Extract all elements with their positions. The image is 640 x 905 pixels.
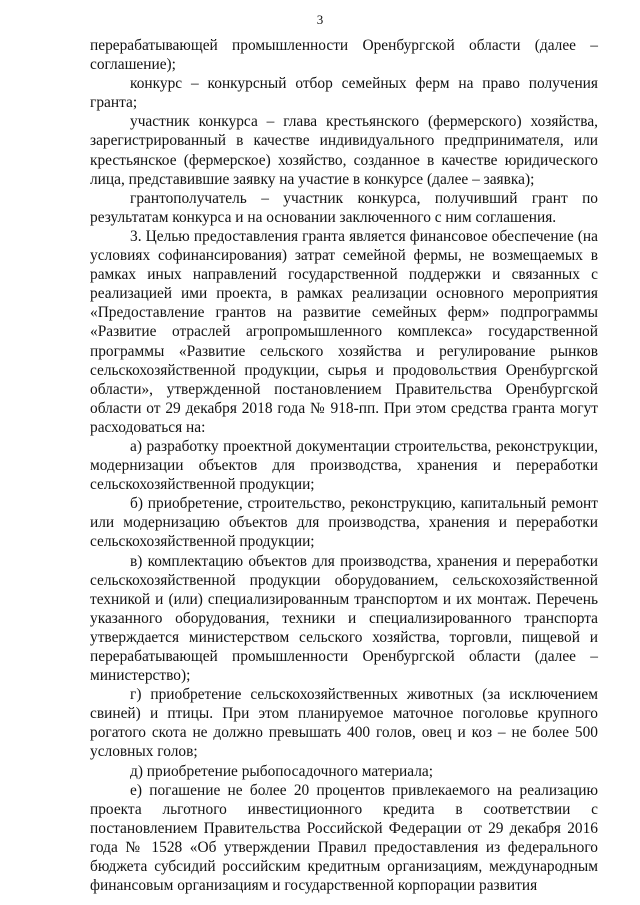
paragraph-section-3: 3. Целью предоставления гранта является финансовое обеспечение (на условиях софинансирования) затрат семейной фермы, не возмещаемых в рамках иных направлений государственной поддержки и связанных с реализацией ими проекта, в рамках реализации основного мероприятия «Предоставление грантов на развитие семейных ферм» подпрограммы «Развитие отраслей агропромышленного комплекса» государственной программы «Развитие сельского хозяйства и регулирование рынков сельскохозяйственной продукции, сырья и продовольствия Оренбургской области», утвержденной постановлением Правительства Оренбургской области от 29 декабря 2018 года № 918-пп. При этом средства гранта могут расходоваться на: — [90, 227, 598, 436]
list-item-b: б) приобретение, строительство, реконструкцию, капитальный ремонт или модернизацию объектов для производства, хранения и переработки сельскохозяйственной продукции; — [90, 495, 598, 551]
paragraph-grantee-definition: грантополучатель – участник конкурса, получивший грант по результатам конкурса и на основании заключенного с ним соглашения. — [90, 189, 598, 226]
list-item-g: г) приобретение сельскохозяйственных животных (за исключением свиней) и птицы. При этом планируемое маточное поголовье крупного рогатого скота не должно превышать 400 голов, овец и коз – не более 500 условных голов; — [90, 686, 598, 761]
list-item-v: в) комплектацию объектов для производства, хранения и переработки сельскохозяйственной продукции оборудованием, сельскохозяйственной техникой и (или) специализированным транспортом и их монтаж. Перечень указанного оборудования, техники и специализированного транспорта утверждается министерством сельского хозяйства, торговли, пищевой и перерабатывающей промышленности Оренбургской области (далее – министерство); — [90, 552, 598, 685]
list-item-a: а) разработку проектной документации строительства, реконструкции, модернизации объектов для производства, хранения и переработки сельскохозяйственной продукции; — [90, 437, 598, 494]
list-item-e: е) погашение не более 20 процентов привлекаемого на реализацию проекта льготного инвестиционного кредита в соответствии с постановлением Правительства Российской Федерации от 29 декабря 2016 года № 1528 «Об утверждении Правил предоставления из федерального бюджета субсидий российским кредитным организациям, международным финансовым организациям и государственной корпорации развития — [90, 781, 598, 895]
document-body — [90, 36, 598, 895]
paragraph-contest-definition: конкурс – конкурсный отбор семейных ферм на право получения гранта; — [90, 75, 598, 112]
list-item-d: д) приобретение рыбопосадочного материала; — [130, 762, 434, 780]
paragraph-participant-definition: участник конкурса – глава крестьянского (фермерского) хозяйства, зарегистрированный в качестве индивидуального предпринимателя, или крестьянское (фермерское) хозяйство, созданное в качестве юридического лица, представившие заявку на участие в конкурсе (далее – заявка); — [90, 113, 598, 188]
paragraph-agreement-definition-end: перерабатывающей промышленности Оренбургской области (далее – соглашение); — [90, 37, 598, 74]
page-number: 3 — [316, 12, 324, 27]
